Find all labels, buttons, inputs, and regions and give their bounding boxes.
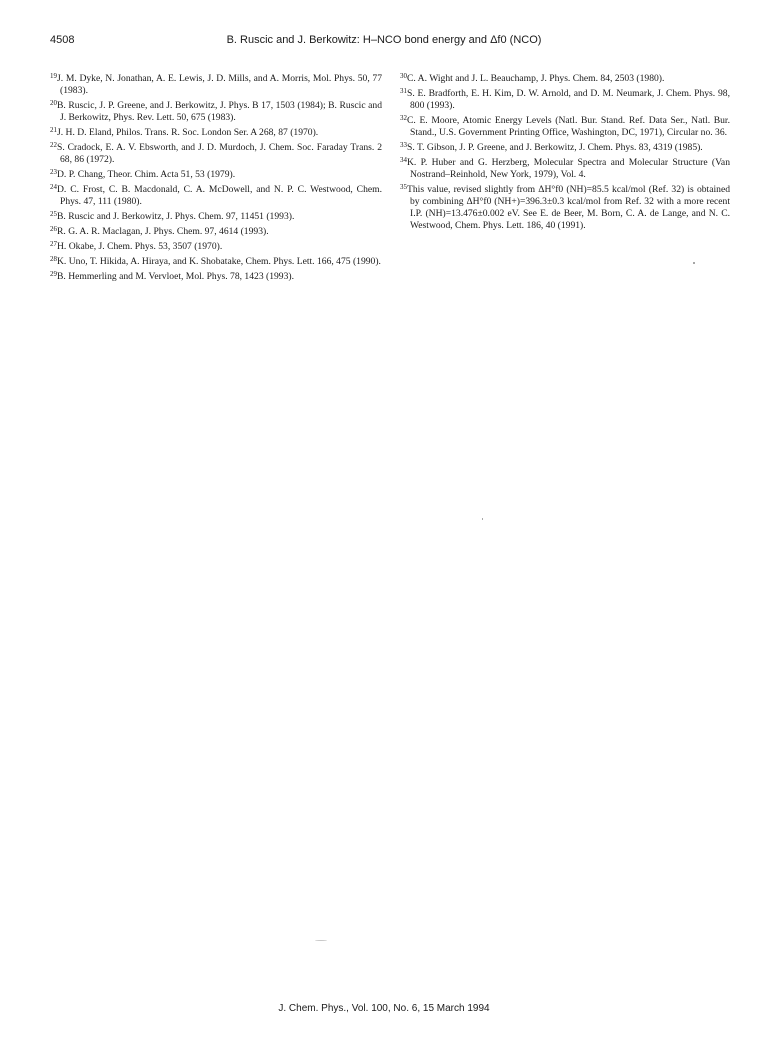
reference-number: 30 [400,72,407,80]
reference-27 [50,238,382,253]
reference-number: 34 [400,156,407,164]
references-left-column [50,70,382,283]
reference-text: J. H. D. Eland, Philos. Trans. R. Soc. London Ser. A 268, 87 (1970). [57,127,319,138]
scan-speck [315,940,327,941]
reference-19 [50,70,382,97]
reference-number: 31 [400,87,407,95]
reference-number: 26 [50,225,57,233]
reference-number: 33 [400,141,407,149]
reference-text: D. P. Chang, Theor. Chim. Acta 51, 53 (1979). [57,169,236,180]
scan-speck [482,518,483,520]
reference-text: B. Ruscic and J. Berkowitz, J. Phys. Chem. 97, 11451 (1993). [57,211,295,222]
reference-number: 29 [50,270,57,278]
reference-24 [50,181,382,208]
reference-20 [50,97,382,124]
reference-text: R. G. A. R. Maclagan, J. Phys. Chem. 97, 4614 (1993). [57,226,269,237]
reference-number: 35 [400,183,407,191]
scan-speck [693,262,695,264]
reference-text: C. E. Moore, Atomic Energy Levels (Natl. Bur. Stand. Ref. Data Ser., Natl. Bur. Stand., U.S. Government Printing Office, Washington, DC, 1971), Circular no. 36. [407,115,730,138]
reference-text: J. M. Dyke, N. Jonathan, A. E. Lewis, J. D. Mills, and A. Morris, Mol. Phys. 50, 77 (1983). [57,73,382,96]
reference-number: 24 [50,183,57,191]
reference-28 [50,253,382,268]
reference-number: 23 [50,168,57,176]
reference-number: 28 [50,255,57,263]
reference-32 [400,112,730,139]
reference-23 [50,166,382,181]
reference-number: 25 [50,210,57,218]
reference-number: 32 [400,114,407,122]
reference-26 [50,223,382,238]
reference-22 [50,139,382,166]
reference-number: 27 [50,240,57,248]
reference-text: S. T. Gibson, J. P. Greene, and J. Berkowitz, J. Chem. Phys. 83, 4319 (1985). [407,142,703,153]
reference-number: 21 [50,126,57,134]
reference-text: K. Uno, T. Hikida, A. Hiraya, and K. Shobatake, Chem. Phys. Lett. 166, 475 (1990). [57,256,381,267]
reference-25 [50,208,382,223]
reference-text: H. Okabe, J. Chem. Phys. 53, 3507 (1970). [57,241,223,252]
reference-33 [400,139,730,154]
running-title: B. Ruscic and J. Berkowitz: H–NCO bond energy and Δf0 (NCO) [226,34,542,46]
page-number: 4508 [50,34,75,46]
references-right-column [400,70,730,232]
reference-35 [400,181,730,232]
reference-21 [50,124,382,139]
reference-31 [400,85,730,112]
reference-number: 20 [50,99,57,107]
reference-text: S. E. Bradforth, E. H. Kim, D. W. Arnold, and D. M. Neumark, J. Chem. Phys. 98, 800 (1993). [407,88,730,111]
reference-text: B. Hemmerling and M. Vervloet, Mol. Phys. 78, 1423 (1993). [57,271,294,282]
reference-text: This value, revised slightly from ΔH°f0 (NH)=85.5 kcal/mol (Ref. 32) is obtained by combining ΔH°f0 (NH+)=396.3±0.3 kcal/mol from Ref. 32 with a more recent I.P. (NH)=13.476±0.002 eV. See E. de Beer, M. Born, C. A. de Lange, and N. C. Westwood, Chem. Phys. Lett. 186, 40 (1991). [407,184,730,231]
reference-34 [400,154,730,181]
reference-number: 22 [50,141,57,149]
reference-number: 19 [50,72,57,80]
journal-footer: J. Chem. Phys., Vol. 100, No. 6, 15 March 1994 [278,1003,490,1014]
reference-30 [400,70,730,85]
reference-29 [50,268,382,283]
reference-text: D. C. Frost, C. B. Macdonald, C. A. McDowell, and N. P. C. Westwood, Chem. Phys. 47, 111 (1980). [57,184,382,207]
reference-text: B. Ruscic, J. P. Greene, and J. Berkowitz, J. Phys. B 17, 1503 (1984); B. Ruscic and J. Berkowitz, Phys. Rev. Lett. 50, 675 (1983). [57,100,382,123]
reference-text: S. Cradock, E. A. V. Ebsworth, and J. D. Murdoch, J. Chem. Soc. Faraday Trans. 2 68, 86 (1972). [57,142,382,165]
reference-text: K. P. Huber and G. Herzberg, Molecular Spectra and Molecular Structure (Van Nostrand–Reinhold, New York, 1979), Vol. 4. [407,157,730,180]
reference-text: C. A. Wight and J. L. Beauchamp, J. Phys. Chem. 84, 2503 (1980). [407,73,665,84]
